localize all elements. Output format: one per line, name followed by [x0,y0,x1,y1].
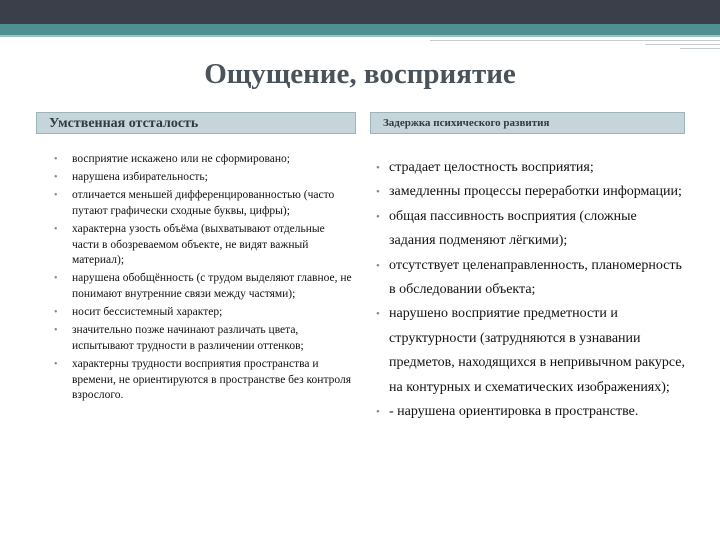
list-item-text: отсутствует целенаправленность, планомерность в обследовании объекта; [389,257,682,298]
bullet-icon: • [54,154,58,165]
list-item [52,357,352,404]
bullet-icon: • [54,325,58,337]
bullet-icon: • [54,358,58,370]
bullet-icon: • [376,259,380,272]
list-item [52,170,352,186]
list-item [52,222,352,269]
list-item [376,205,686,254]
list-item-text: отличается меньшей дифференцированностью (часто путают графически сходные буквы, цифры); [72,188,335,217]
bullet-icon: • [376,186,380,199]
list-item [52,152,352,168]
list-item [376,156,686,180]
bullet-icon: • [376,406,380,419]
list-item-text: замедленны процессы переработки информации; [389,184,682,200]
slide-title: Ощущение, восприятие [204,58,516,90]
decorative-lines [420,37,720,51]
bullet-icon: • [376,162,380,174]
list-item [52,323,352,355]
list-item-text: характерны трудности восприятия пространства и времени, не ориентируются в пространстве без контроля взрослого. [72,357,351,402]
list-item [376,254,686,303]
list-item-text: страдает целостность восприятия; [389,160,594,175]
list-item-text: нарушено восприятие предметности и структурности (затрудняются в узнавании предметов, находящихся в непривычном ракурсе, на контурных и схематических изображениях); [389,306,685,395]
list-item-text: - нарушена ориентировка в пространстве. [389,404,639,420]
list-item-text: восприятие искажено или не сформировано; [72,153,290,165]
left-column-header: Умственная отсталость [36,112,356,134]
list-item [376,302,686,400]
right-column-header: Задержка психического развития [370,112,685,134]
list-item-text: общая пассивность восприятия (сложные задания подменяют лёгкими); [389,208,637,249]
bullet-icon: • [54,171,58,183]
list-item [376,180,686,204]
top-stripe [0,24,720,35]
bullet-icon: • [376,308,380,321]
top-bar [0,0,720,24]
bullet-icon: • [376,210,380,223]
list-item [376,400,686,424]
list-item [52,271,352,303]
list-item-text: значительно позже начинают различать цвета, испытывают трудности в различении оттенков; [72,324,304,352]
list-item [52,305,352,321]
list-item-text: носит бессистемный характер; [72,306,223,319]
right-list [376,156,686,424]
list-item-text: нарушена избирательность; [72,170,208,183]
bullet-icon: • [54,223,58,235]
bullet-icon: • [54,273,58,285]
list-item [52,188,352,220]
list-item-text: нарушена обобщённость (с трудом выделяют главное, не понимают внутренние связи между частями); [72,272,352,301]
bullet-icon: • [54,189,58,201]
list-item-text: характерна узость объёма (выхватывают отдельные части в обозреваемом объекте, не видят важный материал); [72,222,325,267]
bullet-icon: • [54,307,58,319]
left-list [52,152,352,406]
